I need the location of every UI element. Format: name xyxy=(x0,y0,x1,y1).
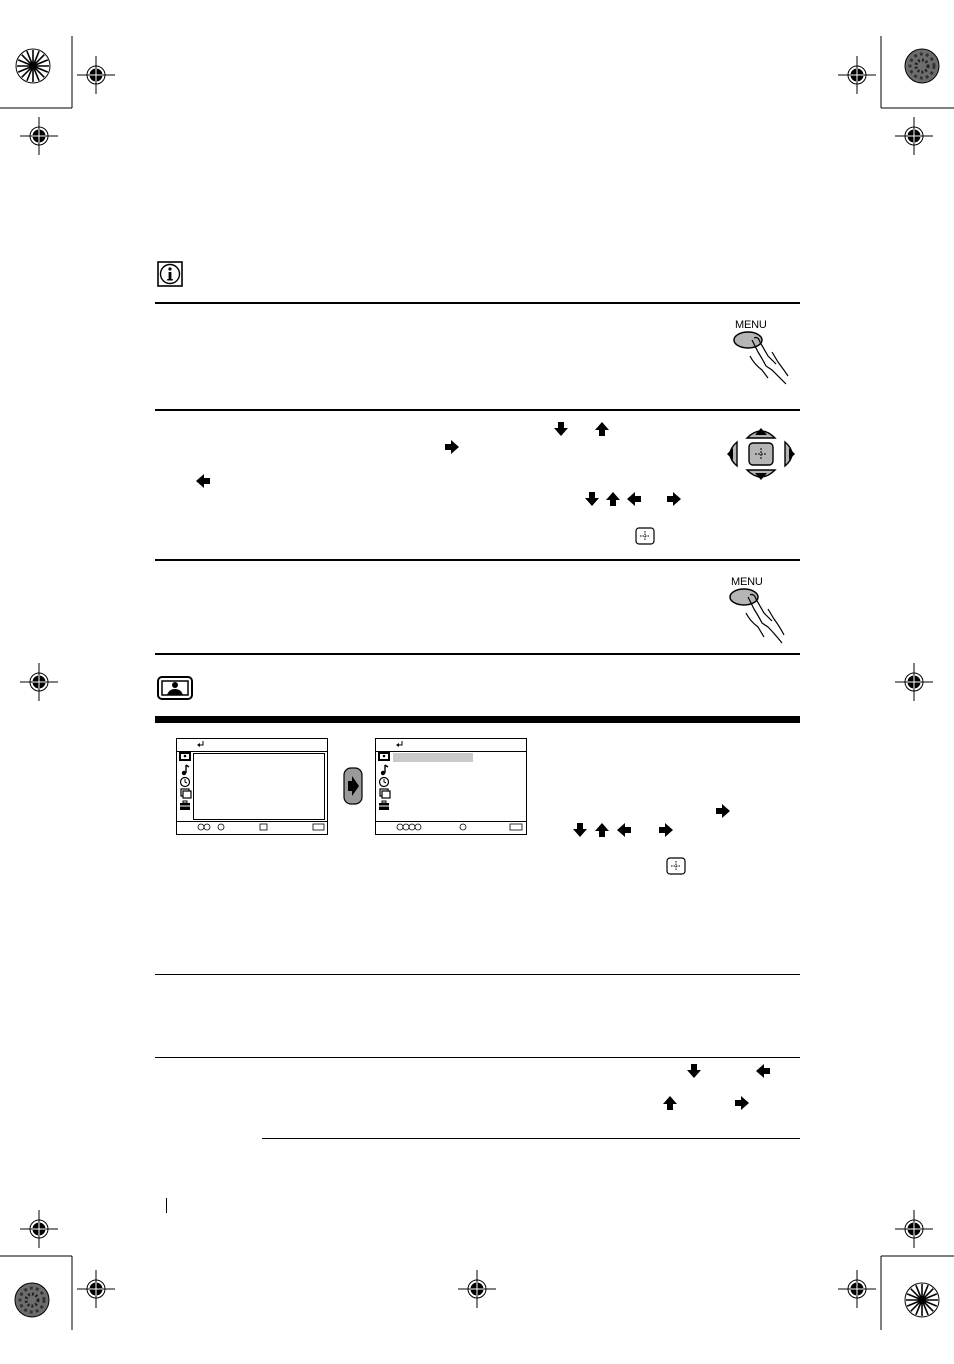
section-divider xyxy=(155,653,800,655)
arrow-left-icon xyxy=(756,1064,770,1078)
section-divider-thick xyxy=(155,716,800,723)
info-icon xyxy=(157,261,183,287)
arrow-up-icon xyxy=(595,823,609,837)
hand-press-icon xyxy=(724,587,788,645)
menu-screen-body xyxy=(376,753,526,820)
section-divider xyxy=(155,409,800,411)
arrow-down-icon xyxy=(573,823,587,837)
arrow-down-icon xyxy=(554,422,568,436)
arrow-right-icon xyxy=(659,823,673,837)
section-divider xyxy=(262,1138,800,1139)
section-divider xyxy=(155,302,800,304)
menu-icon-column xyxy=(377,751,391,813)
arrow-left-icon xyxy=(196,474,210,488)
arrow-right-icon xyxy=(445,440,459,454)
joystick-icon xyxy=(723,424,799,484)
arrow-right-icon xyxy=(667,492,681,506)
menu-screen-body xyxy=(193,753,325,820)
ok-button-icon xyxy=(666,857,686,875)
section-divider xyxy=(155,559,800,561)
menu-screen-footer-icons xyxy=(396,822,526,832)
menu-button-label: MENU xyxy=(731,576,763,588)
arrow-up-icon xyxy=(595,422,609,436)
menu-screen-submenu xyxy=(375,738,527,835)
arrow-right-icon xyxy=(735,1096,749,1110)
picture-icon xyxy=(157,676,193,700)
arrow-left-icon xyxy=(627,492,641,506)
return-icon xyxy=(396,740,404,749)
menu-screen-main xyxy=(176,738,328,835)
menu-icon-column xyxy=(178,751,192,813)
arrow-up-icon xyxy=(606,492,620,506)
arrow-left-icon xyxy=(617,823,631,837)
margin-bar xyxy=(166,1198,167,1213)
ok-button-icon xyxy=(635,527,655,545)
hand-press-icon xyxy=(728,330,792,386)
return-icon xyxy=(197,740,205,749)
section-divider xyxy=(155,1057,800,1058)
arrow-up-icon xyxy=(663,1096,677,1110)
arrow-down-icon xyxy=(585,492,599,506)
arrow-down-icon xyxy=(687,1064,701,1078)
arrow-next-icon xyxy=(343,767,363,805)
menu-highlight-row xyxy=(393,753,473,762)
section-divider xyxy=(155,974,800,975)
menu-button-label: MENU xyxy=(735,319,767,331)
menu-screen-footer-icons xyxy=(197,822,327,832)
arrow-right-icon xyxy=(716,804,730,818)
